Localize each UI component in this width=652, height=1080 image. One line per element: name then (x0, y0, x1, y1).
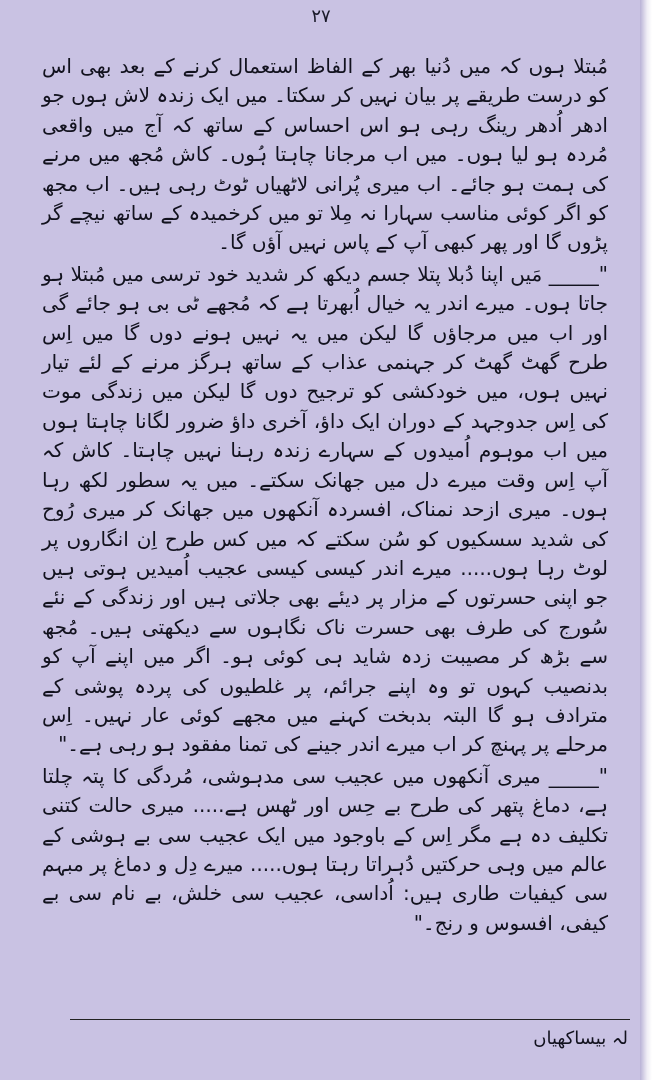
footnote: لہ بیساکھیاں (533, 1028, 628, 1049)
body-text (42, 52, 608, 938)
page-number: ۲۷ (311, 6, 331, 27)
page-edge (640, 0, 652, 1080)
paragraph-1: مُبتلا ہوں کہ میں دُنیا بھر کے الفاظ استعمال کرنے کے بعد بھی اس کو درست طریقے پر بیان نہیں کر سکتا۔ میں ایک زندہ لاش ہوں جو ادھر اُدھر رینگ رہی ہو اس احساس کے ساتھ کہ آج میں واقعی مُردہ ہو لیا ہوں۔ میں اب مرجانا چاہتا ہُوں۔ کاش مُجھ میں مرنے کی ہمت ہو جائے۔ اب میری پُرانی لاٹھیاں ٹوٹ رہی ہیں۔ اب مجھ کو اگر کوئی مناسب سہارا نہ مِلا تو میں کرخمیدہ کے ساتھ نیچے گر پڑوں گا اور پھر کبھی آپ کے پاس نہیں آؤں گا۔ (42, 54, 608, 255)
footnote-divider (70, 1019, 630, 1020)
paragraph-2: "_____ مَیں اپنا دُبلا پتلا جسم دیکھ کر شدید خود ترسی میں مُبتلا ہو جاتا ہوں۔ میرے اندر یہ خیال اُبھرتا ہے کہ مُجھے ٹی بی ہو جائے گی اور اب میں مرجاؤں گا لیکن میں یہ نہیں ہونے دوں گا میں اِس طرح گھٹ گھٹ کر جہنمی عذاب کے ساتھ ہرگز مرنے کے لئے تیار نہیں ہوں، میں خودکشی کو ترجیح دوں گا لیکن میں زندگی موت کی اِس جدوجہد کے دوران ایک داؤ، آخری داؤ ضرور لگانا چاہتا ہوں میں اب موہوم اُمیدوں کے سہارے زندہ رہنا نہیں چاہتا۔ کاش کہ آپ اِس وقت میرے دل میں جھانک سکتے۔ میں یہ سطور لکھ رہا ہوں۔ میری ازحد نمناک، افسردہ آنکھوں میں جھانک کر میری رُوح کی شدید سسکیوں کو سُن سکتے کہ میں کس طرح اِن انگاروں پر لوٹ رہا ہوں..... میرے اندر کیسی کیسی عجیب اُمیدیں ہوتی ہیں جو اپنی حسرتوں کے مزار پر دیئے بھی جلاتی ہیں اور زندگی کے نئے سُورج کی طرف بھی حسرت ناک نگاہوں سے دیکھتی ہیں۔ مُجھ سے بڑھ کر مصیبت زدہ شاید ہی کوئی ہو۔ اگر میں اپنے آپ کو بدنصیب کہوں تو وہ اپنے جرائم، پر غلطیوں کی پردہ پوشی کے مترادف ہو گا البتہ بدبخت کہنے میں مجھے کوئی عار نہیں۔ اِس مرحلے پر پہنچ کر اب میرے اندر جینے کی تمنا مفقود ہو رہی ہے۔" (42, 261, 608, 757)
paragraph-3: "_____ میری آنکھوں میں عجیب سی مدہوشی، مُردگی کا پتہ چلتا ہے، دماغ پتھر کی طرح بے حِس اور ٹھس ہے..... میری حالت کتنی تکلیف دہ ہے مگر اِس کے باوجود میں ایک عجیب سی بے ہوشی کے عالم میں وہی حرکتیں دُہراتا رہتا ہوں..... میرے دِل و دماغ پر مبہم سی کیفیات طاری ہیں: اُداسی، عجیب سی خلش، بے نام سی بے کیفی، افسوس و رنج۔" (42, 763, 608, 935)
